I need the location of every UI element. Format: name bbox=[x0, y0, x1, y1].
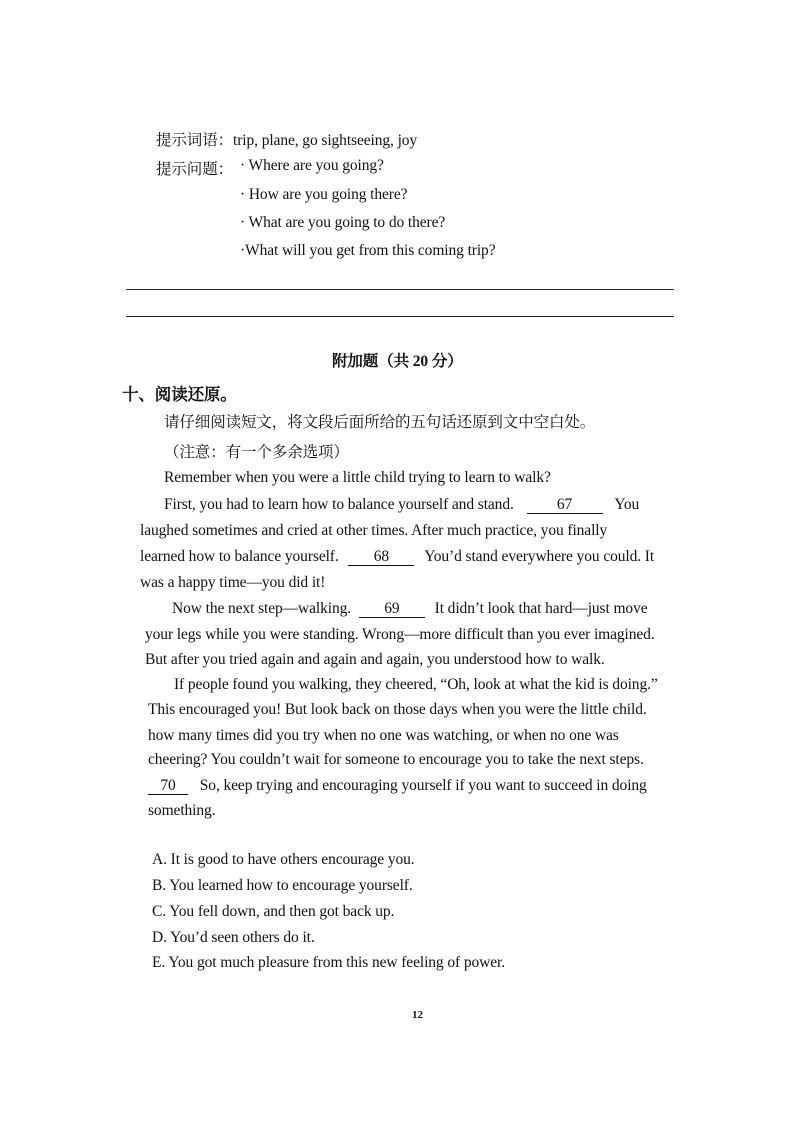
blank-67: 67 bbox=[527, 497, 603, 514]
passage-p2-line-4: was a happy time—you did it! bbox=[140, 574, 326, 591]
bonus-title: 附加题（共 20 分） bbox=[332, 353, 463, 370]
passage-text: First, you had to learn how to balance yourself and stand. bbox=[164, 496, 514, 513]
passage-p2-line-3 bbox=[140, 548, 654, 566]
hint-question-3: · What are you going to do there? bbox=[240, 214, 446, 231]
passage-p1: Remember when you were a little child trying to learn to walk? bbox=[164, 469, 551, 486]
passage-p3-line-3: But after you tried again and again and again, you understood how to walk. bbox=[145, 651, 605, 668]
hint-question-2: · How are you going there? bbox=[240, 186, 408, 203]
passage-text: It didn’t look that hard—just move bbox=[434, 600, 648, 617]
passage-text: So, keep trying and encouraging yourself if you want to succeed in doing bbox=[199, 777, 647, 794]
hint-words-label: 提示词语： bbox=[156, 132, 234, 149]
passage-p4-line-6: something. bbox=[148, 802, 216, 819]
passage-p3-line-1 bbox=[172, 600, 648, 618]
passage-text: You bbox=[614, 496, 640, 513]
hint-words: trip, plane, go sightseeing, joy bbox=[233, 132, 418, 149]
page-number: 12 bbox=[412, 1009, 423, 1021]
passage-p3-line-2: your legs while you were standing. Wrong—more difficult than you ever imagined. bbox=[145, 626, 655, 643]
option-d: D. You’d seen others do it. bbox=[152, 929, 315, 946]
option-c: C. You fell down, and then got back up. bbox=[152, 903, 395, 920]
passage-text: You’d stand everywhere you could. It bbox=[424, 548, 655, 565]
hint-question-4: ·What will you get from this coming trip? bbox=[240, 242, 496, 259]
passage-p2-line-1 bbox=[164, 496, 639, 514]
passage-p4-line-1: If people found you walking, they cheered, “Oh, look at what the kid is doing.” bbox=[174, 676, 658, 693]
hint-words-line bbox=[156, 128, 417, 150]
passage-p4-line-3: how many times did you try when no one was watching, or when no one was bbox=[148, 727, 619, 744]
writing-line-1 bbox=[126, 289, 674, 290]
passage-p4-line-2: This encouraged you! But look back on those days when you were the little child. bbox=[148, 701, 647, 718]
option-a: A. It is good to have others encourage you. bbox=[152, 851, 415, 868]
section-note: （注意：有一个多余选项） bbox=[164, 444, 349, 461]
section-title: 十、阅读还原。 bbox=[122, 385, 237, 404]
option-b: B. You learned how to encourage yourself. bbox=[152, 877, 413, 894]
hint-question-1: · Where are you going? bbox=[240, 157, 384, 174]
passage-text: learned how to balance yourself. bbox=[140, 548, 339, 565]
writing-line-2 bbox=[126, 316, 674, 317]
blank-68: 68 bbox=[348, 549, 414, 566]
blank-69: 69 bbox=[359, 601, 425, 618]
passage-p4-line-5 bbox=[148, 777, 647, 795]
option-e: E. You got much pleasure from this new feeling of power. bbox=[152, 954, 505, 971]
section-instruction: 请仔细阅读短文，将文段后面所给的五句话还原到文中空白处。 bbox=[164, 414, 596, 431]
passage-p2-line-2: laughed sometimes and cried at other times. After much practice, you finally bbox=[140, 522, 608, 539]
passage-p4-line-4: cheering? You couldn’t wait for someone to encourage you to take the next steps. bbox=[148, 751, 644, 768]
blank-70: 70 bbox=[148, 778, 188, 795]
passage-text: Now the next step—walking. bbox=[172, 600, 352, 617]
hint-questions-label: 提示问题： bbox=[156, 161, 234, 178]
